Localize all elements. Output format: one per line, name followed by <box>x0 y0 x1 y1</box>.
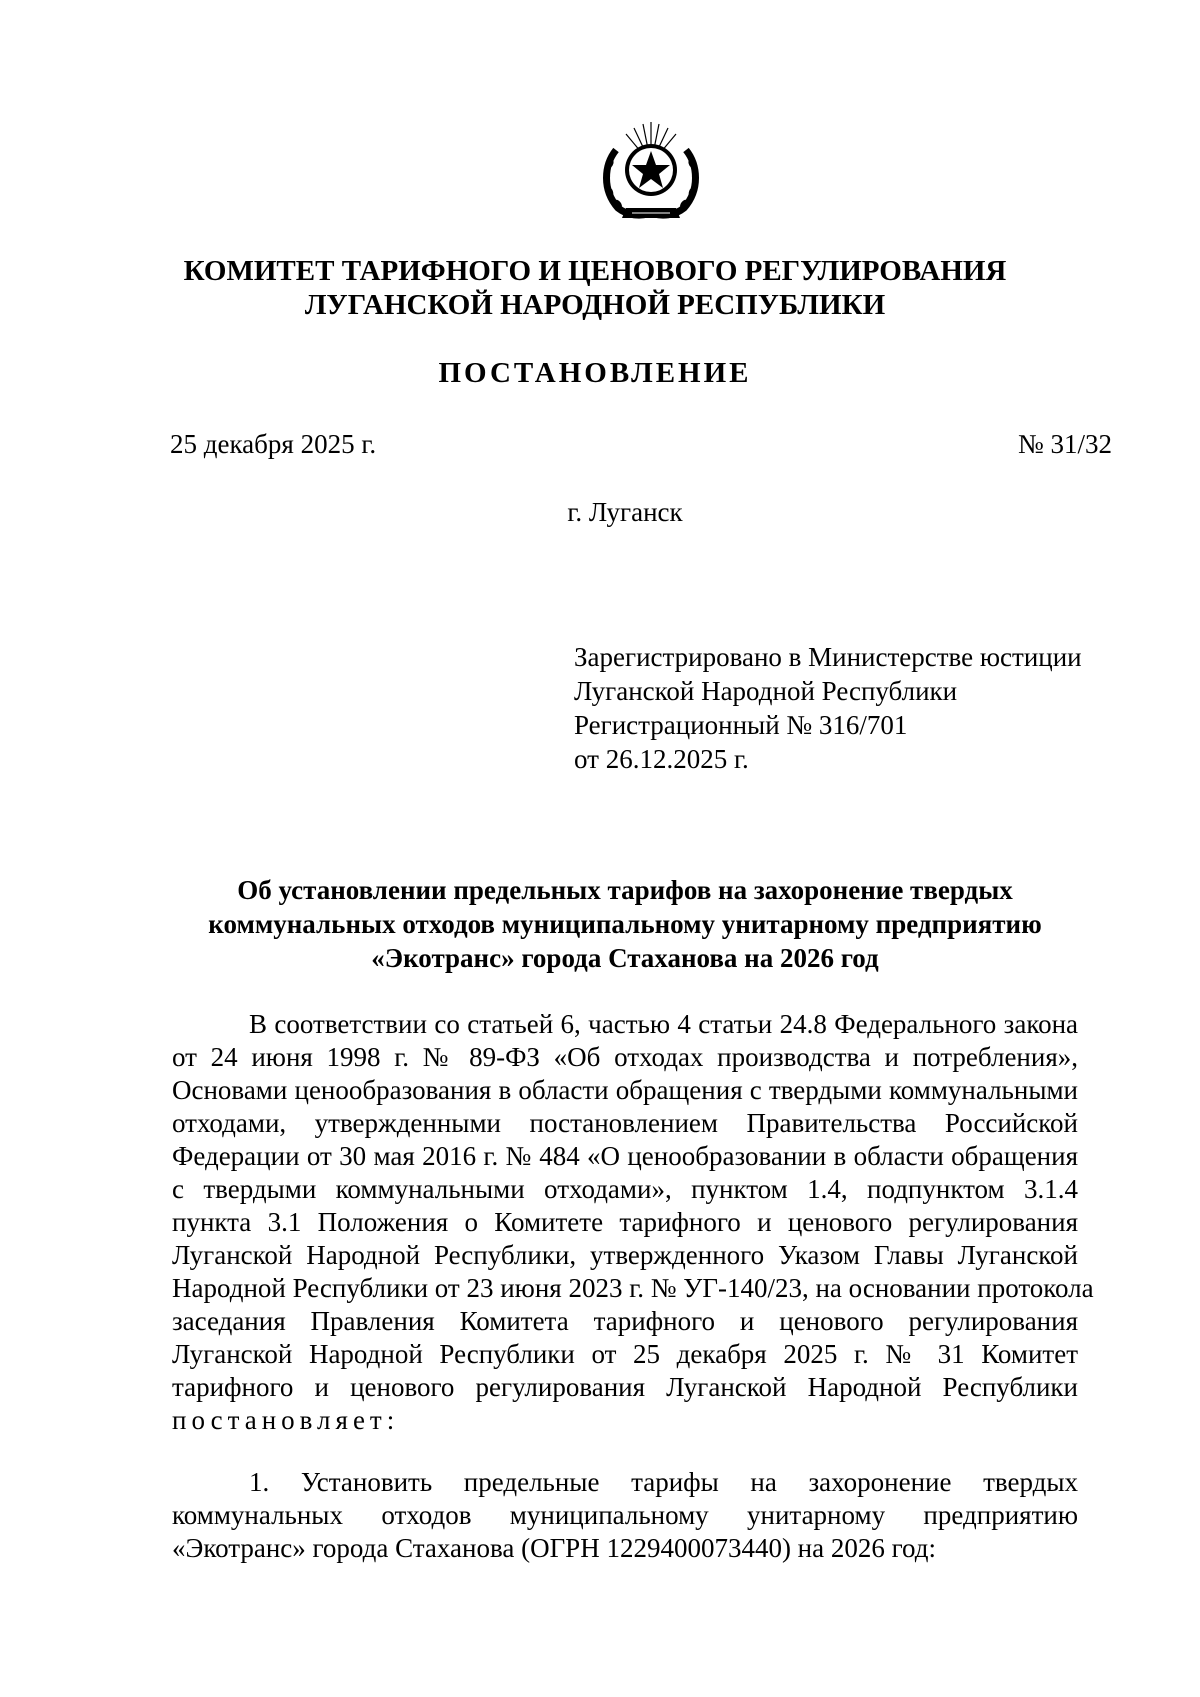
registration-line: от 26.12.2025 г. <box>574 744 749 774</box>
resolves-word: постановляет: <box>172 1405 400 1435</box>
preamble-paragraph <box>172 1008 1094 1437</box>
preamble-line: В соответствии со статьей 6, частью 4 статьи 24.8 Федерального закона <box>249 1009 1078 1039</box>
registration-stamp <box>574 640 1082 776</box>
preamble-line: Луганской Народной Республики, утвержденного Указом Главы Луганской <box>172 1240 1078 1270</box>
organization-name-line-2: ЛУГАНСКОЙ НАРОДНОЙ РЕСПУБЛИКИ <box>304 289 886 321</box>
registration-line: Регистрационный № 316/701 <box>574 710 908 740</box>
item-1-line: «Экотранс» города Стаханова (ОГРН 1229400073440) на 2026 год: <box>172 1533 936 1563</box>
item-1-paragraph <box>172 1466 1078 1565</box>
preamble-line: от 24 июня 1998 г. № 89-ФЗ «Об отходах производства и потребления», <box>172 1042 1078 1072</box>
title-line: коммунальных отходов муниципальному унитарному предприятию <box>208 909 1042 939</box>
coat-of-arms-icon <box>596 120 706 224</box>
preamble-line: отходами, утвержденными постановлением Правительства Российской <box>172 1108 1078 1138</box>
organization-name-line-1: КОМИТЕТ ТАРИФНОГО И ЦЕНОВОГО РЕГУЛИРОВАНИЯ <box>183 255 1007 287</box>
preamble-line: Основами ценообразования в области обращения с твердыми коммунальными <box>172 1075 1078 1105</box>
registration-line: Зарегистрировано в Министерстве юстиции <box>574 642 1082 672</box>
preamble-line: Народной Республики от 23 июня 2023 г. № УГ-140/23, на основании протокола <box>172 1273 1094 1303</box>
document-number: № 31/32 <box>1017 429 1112 459</box>
preamble-line: с твердыми коммунальными отходами», пунктом 1.4, подпунктом 3.1.4 <box>172 1174 1078 1204</box>
document-title <box>170 873 1080 975</box>
preamble-line: Федерации от 30 мая 2016 г. № 484 «О ценообразовании в области обращения <box>172 1141 1078 1171</box>
preamble-line: тарифного и ценового регулирования Луганской Народной Республики <box>172 1372 1078 1402</box>
item-1-line: 1. Установить предельные тарифы на захоронение твердых <box>249 1467 1078 1497</box>
preamble-line: заседания Правления Комитета тарифного и ценового регулирования <box>172 1306 1078 1336</box>
item-1-line: коммунальных отходов муниципальному унитарному предприятию <box>172 1500 1078 1530</box>
preamble-line: пункта 3.1 Положения о Комитете тарифного и ценового регулирования <box>172 1207 1078 1237</box>
document-type-heading: ПОСТАНОВЛЕНИЕ <box>438 357 752 389</box>
document-city: г. Луганск <box>567 497 683 527</box>
document-date: 25 декабря 2025 г. <box>170 429 377 459</box>
preamble-line: Луганской Народной Республики от 25 декабря 2025 г. № 31 Комитет <box>172 1339 1078 1369</box>
title-line: «Экотранс» города Стаханова на 2026 год <box>371 943 879 973</box>
title-line: Об установлении предельных тарифов на захоронение твердых <box>237 875 1013 905</box>
registration-line: Луганской Народной Республики <box>574 676 958 706</box>
